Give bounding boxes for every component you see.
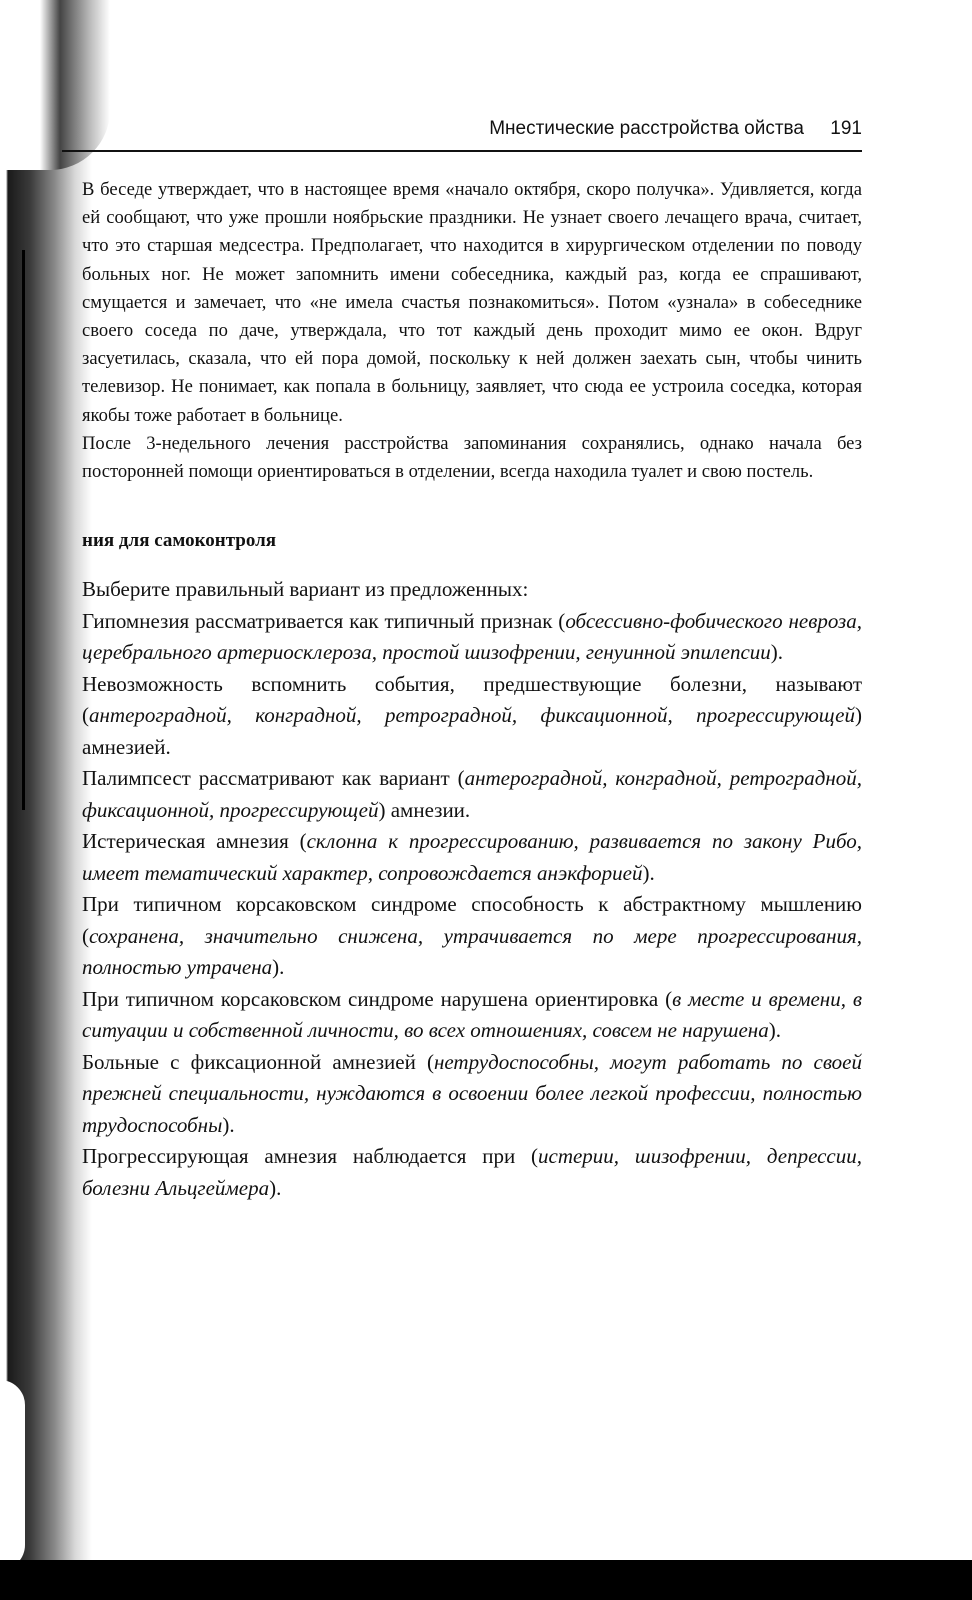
question-options: истерии, шизофрении, депрессии, болезни Альцгеймера [82, 1144, 862, 1200]
question-item [82, 889, 862, 984]
question-options: обсессивно-фобического невроза, церебрального артериосклероза, простой шизофрении, генуинной эпилепсии [82, 608, 862, 665]
question-item [82, 826, 862, 889]
scan-artifact-line [22, 250, 25, 810]
question-tail: ) амнезией. [82, 703, 862, 759]
question-options: в месте и времени, в ситуации и собственной личности, во всех отношениях, совсем не нарушена [82, 986, 862, 1043]
question-stem: При типичном корсаковском синдроме нарушена ориентировка ( [82, 986, 673, 1011]
question-list [82, 606, 862, 1205]
question-stem: Гипомнезия рассматривается как типичный признак ( [82, 608, 566, 633]
instruction: Выберите правильный вариант из предложенных: [82, 577, 529, 602]
question-stem: Больные с фиксационной амнезией ( [82, 1049, 434, 1074]
question-stem: Палимпсест рассматривают как вариант ( [82, 766, 465, 791]
running-head-title: Мнестические расстройства ойства [489, 118, 804, 139]
question-item [82, 606, 862, 669]
question-tail: ). [272, 955, 285, 980]
case-description [82, 176, 862, 486]
question-options: сохранена, значительно снижена, утрачивается по мере прогрессирования, полностью утрачена [82, 923, 862, 980]
section-title: ния для самоконтроля [82, 530, 277, 552]
question-tail: ). [770, 640, 784, 665]
question-item [82, 669, 862, 764]
question-tail: ). [222, 1112, 235, 1137]
question-options: антероградной, конградной, ретроградной, фиксационной, прогрессирующей [82, 766, 862, 822]
question-item [82, 1141, 862, 1204]
question-options: склонна к прогрессированию, развивается по закону Рибо, имеет тематический характер, сопровождается анэкфорией [82, 829, 862, 885]
page-number: 191 [830, 118, 862, 139]
question-options: антероградной, конградной, ретроградной, фиксационной, прогрессирующей [89, 703, 855, 728]
question-stem: Истерическая амнезия ( [82, 829, 307, 854]
book-page [82, 112, 862, 1204]
running-head [82, 112, 862, 148]
question-tail: ). [269, 1175, 282, 1200]
case-paragraph: В беседе утверждает, что в настоящее время «начало октября, скоро получка». Удивляется, когда ей сообщают, что уже прошли ноябрьские праздники. Не узнает своего лечащего врача, считает, что это старшая медсестра. Предполагает, что находится в хирургическом отделении по поводу больных ног. Не может запомнить имени собеседника, каждый раз, когда ее спрашивают, смущается и замечает, что «не имела счастья познакомиться». Потом «узнала» в собеседнике своего соседа по даче, утверждала, что тот каждый день проходит мимо ее окон. Вдруг засуетилась, сказала, что ей пора домой, поскольку к ней должен заехать сын, чтобы чинить телевизор. Не понимает, как попала в больницу, заявляет, что сюда ее устроила соседка, которая якобы тоже работает в больнице. [82, 179, 862, 426]
question-item [82, 984, 862, 1047]
question-options: нетрудоспособны, могут работать по своей прежней специальности, нуждаются в освоении более легкой профессии, полностью трудоспособны [82, 1049, 862, 1137]
question-tail: ). [642, 860, 655, 885]
question-stem: Прогрессирующая амнезия наблюдается при ( [82, 1144, 538, 1169]
question-stem: Невозможность вспомнить события, предшествующие болезни, называют ( [82, 671, 862, 728]
question-item [82, 1047, 862, 1142]
question-stem: При типичном корсаковском синдроме способность к абстрактному мышлению ( [82, 892, 862, 948]
scan-spine-shadow [0, 0, 92, 1600]
case-paragraph: После 3-недельного лечения расстройства запоминания сохранялись, однако начала без посторонней помощи ориентироваться в отделении, всегда находила туалет и свою постель. [82, 432, 862, 483]
question-item [82, 763, 862, 826]
header-rule [62, 150, 862, 152]
question-tail: ). [768, 1018, 781, 1043]
scan-edge-notch [0, 1380, 25, 1570]
question-tail: ) амнезии. [378, 797, 471, 822]
self-check-questions [82, 574, 862, 1204]
scan-bottom-edge [0, 1560, 972, 1600]
